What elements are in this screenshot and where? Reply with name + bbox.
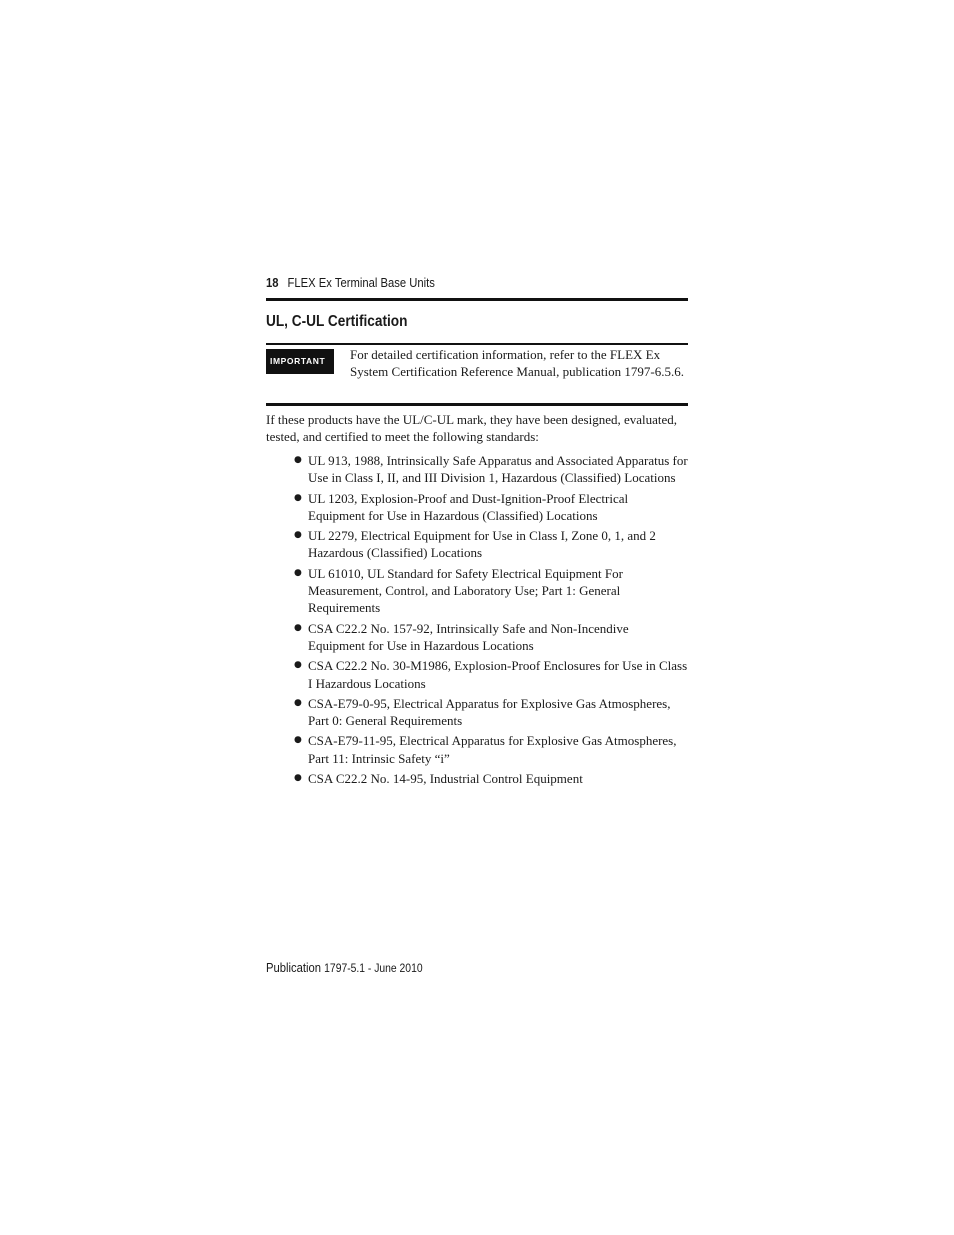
list-item [266, 695, 688, 730]
list-item-text: CSA C22.2 No. 157-92, Intrinsically Safe and Non-Incendive Equipment for Use in Hazardous Locations [308, 620, 629, 653]
list-item [266, 770, 688, 787]
list-item [266, 490, 688, 525]
important-top-rule [266, 343, 688, 345]
list-item [266, 452, 688, 487]
bullet-icon: ● [294, 697, 302, 708]
bullet-icon: ● [294, 567, 302, 578]
running-header [266, 276, 646, 290]
header-rule [266, 298, 688, 301]
list-item [266, 732, 688, 767]
running-title: FLEX Ex Terminal Base Units [287, 276, 435, 290]
list-item [266, 565, 688, 617]
footer-label: Publication [266, 961, 322, 975]
bullet-icon: ● [294, 660, 302, 671]
important-badge: IMPORTANT [266, 349, 334, 374]
standards-list [266, 452, 688, 790]
list-item-text: UL 913, 1988, Intrinsically Safe Apparatus and Associated Apparatus for Use in Class I, II, and III Division 1, Hazardous (Classified) Locations [308, 453, 688, 486]
bullet-icon: ● [294, 492, 302, 503]
publication-number: 1797-5.1 - June 2010 [324, 963, 423, 975]
list-item-text: CSA C22.2 No. 30-M1986, Explosion-Proof Enclosures for Use in Class I Hazardous Locations [308, 658, 688, 691]
list-item-text: UL 61010, UL Standard for Safety Electrical Equipment For Measurement, Control, and Laboratory Use; Part 1: General Requirements [308, 565, 623, 616]
list-item [266, 527, 688, 562]
important-note-text: For detailed certification information, refer to the FLEX Ex System Certification Reference Manual, publication 1797-6.5.6. [350, 347, 684, 380]
page-footer [266, 961, 423, 975]
list-item [266, 657, 688, 692]
document-page [266, 0, 688, 1235]
page-number: 18 [266, 276, 279, 290]
list-item-text: CSA C22.2 No. 14-95, Industrial Control Equipment [308, 771, 583, 787]
list-item [266, 620, 688, 655]
list-item-text: UL 1203, Explosion-Proof and Dust-Ignition-Proof Electrical Equipment for Use in Hazardous (Classified) Locations [308, 490, 629, 523]
intro-paragraph: If these products have the UL/C-UL mark, they have been designed, evaluated, tested, and certified to meet the following standards: [266, 412, 678, 445]
section-title: UL, C-UL Certification [266, 313, 408, 330]
bullet-icon: ● [294, 622, 302, 633]
bullet-icon: ● [294, 773, 302, 784]
bullet-icon: ● [294, 530, 302, 541]
list-item-text: CSA-E79-0-95, Electrical Apparatus for Explosive Gas Atmospheres, Part 0: General Requirements [308, 695, 671, 729]
bullet-icon: ● [294, 735, 302, 746]
list-item-text: UL 2279, Electrical Equipment for Use in Class I, Zone 0, 1, and 2 Hazardous (Classified) Locations [308, 528, 656, 561]
important-bottom-rule [266, 403, 688, 406]
list-item-text: CSA-E79-11-95, Electrical Apparatus for Explosive Gas Atmospheres, Part 11: Intrinsic Safety “i” [308, 733, 677, 766]
bullet-icon: ● [294, 455, 302, 465]
